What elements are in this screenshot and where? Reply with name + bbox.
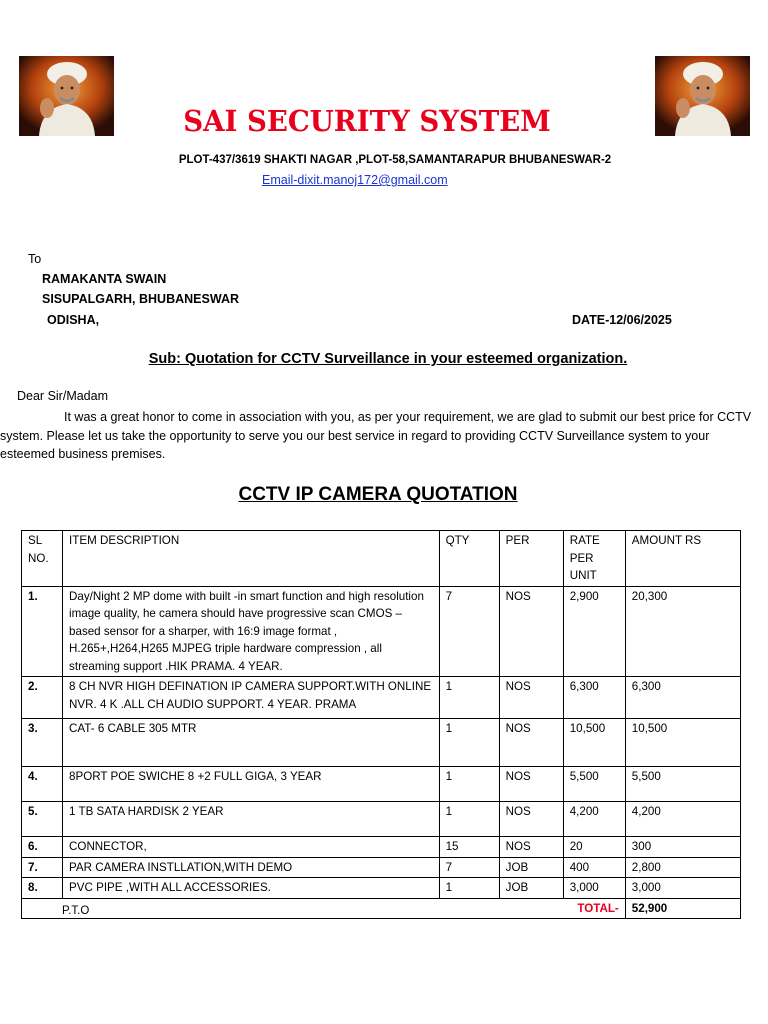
header-description: ITEM DESCRIPTION <box>63 531 440 587</box>
row-amount: 5,500 <box>625 767 740 802</box>
row-sl: 7. <box>22 857 63 878</box>
quotation-date: DATE-12/06/2025 <box>572 313 672 327</box>
table-row <box>22 857 741 878</box>
row-amount: 300 <box>625 837 740 858</box>
row-per: JOB <box>499 857 563 878</box>
row-sl: 4. <box>22 767 63 802</box>
company-address: PLOT-437/3619 SHAKTI NAGAR ,PLOT-58,SAMANTARAPUR BHUBANESWAR-2 <box>178 154 612 166</box>
company-email-link[interactable]: Email-dixit.manoj172@gmail.com <box>262 173 448 187</box>
row-qty: 7 <box>439 586 499 677</box>
to-label: To <box>28 252 42 266</box>
row-rate: 4,200 <box>563 802 625 837</box>
header-amount: AMOUNT RS <box>625 531 740 587</box>
row-amount: 3,000 <box>625 878 740 899</box>
recipient-address-line1: SISUPALGARH, BHUBANESWAR <box>42 292 239 306</box>
row-per: NOS <box>499 802 563 837</box>
total-label: TOTAL- <box>22 898 626 919</box>
row-sl: 8. <box>22 878 63 899</box>
subject-line: Sub: Quotation for CCTV Surveillance in your esteemed organization. <box>148 351 628 367</box>
total-amount: 52,900 <box>625 898 740 919</box>
row-description: PVC PIPE ,WITH ALL ACCESSORIES. <box>63 878 440 899</box>
table-row <box>22 802 741 837</box>
row-amount: 20,300 <box>625 586 740 677</box>
row-amount: 6,300 <box>625 677 740 719</box>
row-amount: 2,800 <box>625 857 740 878</box>
row-rate: 400 <box>563 857 625 878</box>
row-per: NOS <box>499 767 563 802</box>
row-description: PAR CAMERA INSTLLATION,WITH DEMO <box>63 857 440 878</box>
header-per: PER <box>499 531 563 587</box>
row-rate: 6,300 <box>563 677 625 719</box>
row-per: NOS <box>499 677 563 719</box>
row-sl: 5. <box>22 802 63 837</box>
salutation: Dear Sir/Madam <box>17 389 108 403</box>
row-description: Day/Night 2 MP dome with built -in smart function and high resolution image quality, he camera should have progressive scan CMOS –based sensor for a sharper, with 16:9 image format , H.265+,H264,H265 MJPEG triple hardware compression , all streaming support .HIK PRAMA. 4 YEAR. <box>63 586 440 677</box>
row-rate: 10,500 <box>563 719 625 767</box>
row-description: CONNECTOR, <box>63 837 440 858</box>
body-paragraph: It was a great honor to come in association with you, as per your requirement, we are glad to submit our best price for CCTV system. Please let us take the opportunity to serve you our best service in regard to providing CCTV Surveillance system to your esteemed business premises. <box>0 410 752 461</box>
quotation-title: CCTV IP CAMERA QUOTATION <box>238 484 518 505</box>
row-description: 8 CH NVR HIGH DEFINATION IP CAMERA SUPPORT.WITH ONLINE NVR. 4 K .ALL CH AUDIO SUPPORT. 4 YEAR. PRAMA <box>63 677 440 719</box>
header-qty: QTY <box>439 531 499 587</box>
header-sl: SL NO. <box>22 531 63 587</box>
recipient-address-line2: ODISHA, <box>47 313 100 327</box>
row-rate: 20 <box>563 837 625 858</box>
header-rate: RATE PER UNIT <box>563 531 625 587</box>
row-qty: 1 <box>439 719 499 767</box>
row-rate: 3,000 <box>563 878 625 899</box>
row-amount: 4,200 <box>625 802 740 837</box>
row-amount: 10,500 <box>625 719 740 767</box>
row-qty: 1 <box>439 767 499 802</box>
row-sl: 2. <box>22 677 63 719</box>
row-description: CAT- 6 CABLE 305 MTR <box>63 719 440 767</box>
row-sl: 1. <box>22 586 63 677</box>
table-row <box>22 837 741 858</box>
row-sl: 3. <box>22 719 63 767</box>
table-row <box>22 878 741 899</box>
row-qty: 7 <box>439 857 499 878</box>
row-qty: 1 <box>439 802 499 837</box>
table-row <box>22 719 741 767</box>
total-row <box>22 898 741 919</box>
pto-note: P.T.O <box>62 905 90 917</box>
row-per: NOS <box>499 586 563 677</box>
row-per: NOS <box>499 719 563 767</box>
company-name: SAI SECURITY SYSTEM <box>183 104 551 138</box>
row-qty: 1 <box>439 677 499 719</box>
row-sl: 6. <box>22 837 63 858</box>
table-row <box>22 586 741 677</box>
table-row <box>22 767 741 802</box>
table-header-row <box>22 531 741 587</box>
row-per: NOS <box>499 837 563 858</box>
row-qty: 1 <box>439 878 499 899</box>
recipient-name: RAMAKANTA SWAIN <box>42 272 167 286</box>
table-row <box>22 677 741 719</box>
row-rate: 2,900 <box>563 586 625 677</box>
row-rate: 5,500 <box>563 767 625 802</box>
row-per: JOB <box>499 878 563 899</box>
row-qty: 15 <box>439 837 499 858</box>
row-description: 1 TB SATA HARDISK 2 YEAR <box>63 802 440 837</box>
row-description: 8PORT POE SWICHE 8 +2 FULL GIGA, 3 YEAR <box>63 767 440 802</box>
quotation-table <box>21 530 741 919</box>
